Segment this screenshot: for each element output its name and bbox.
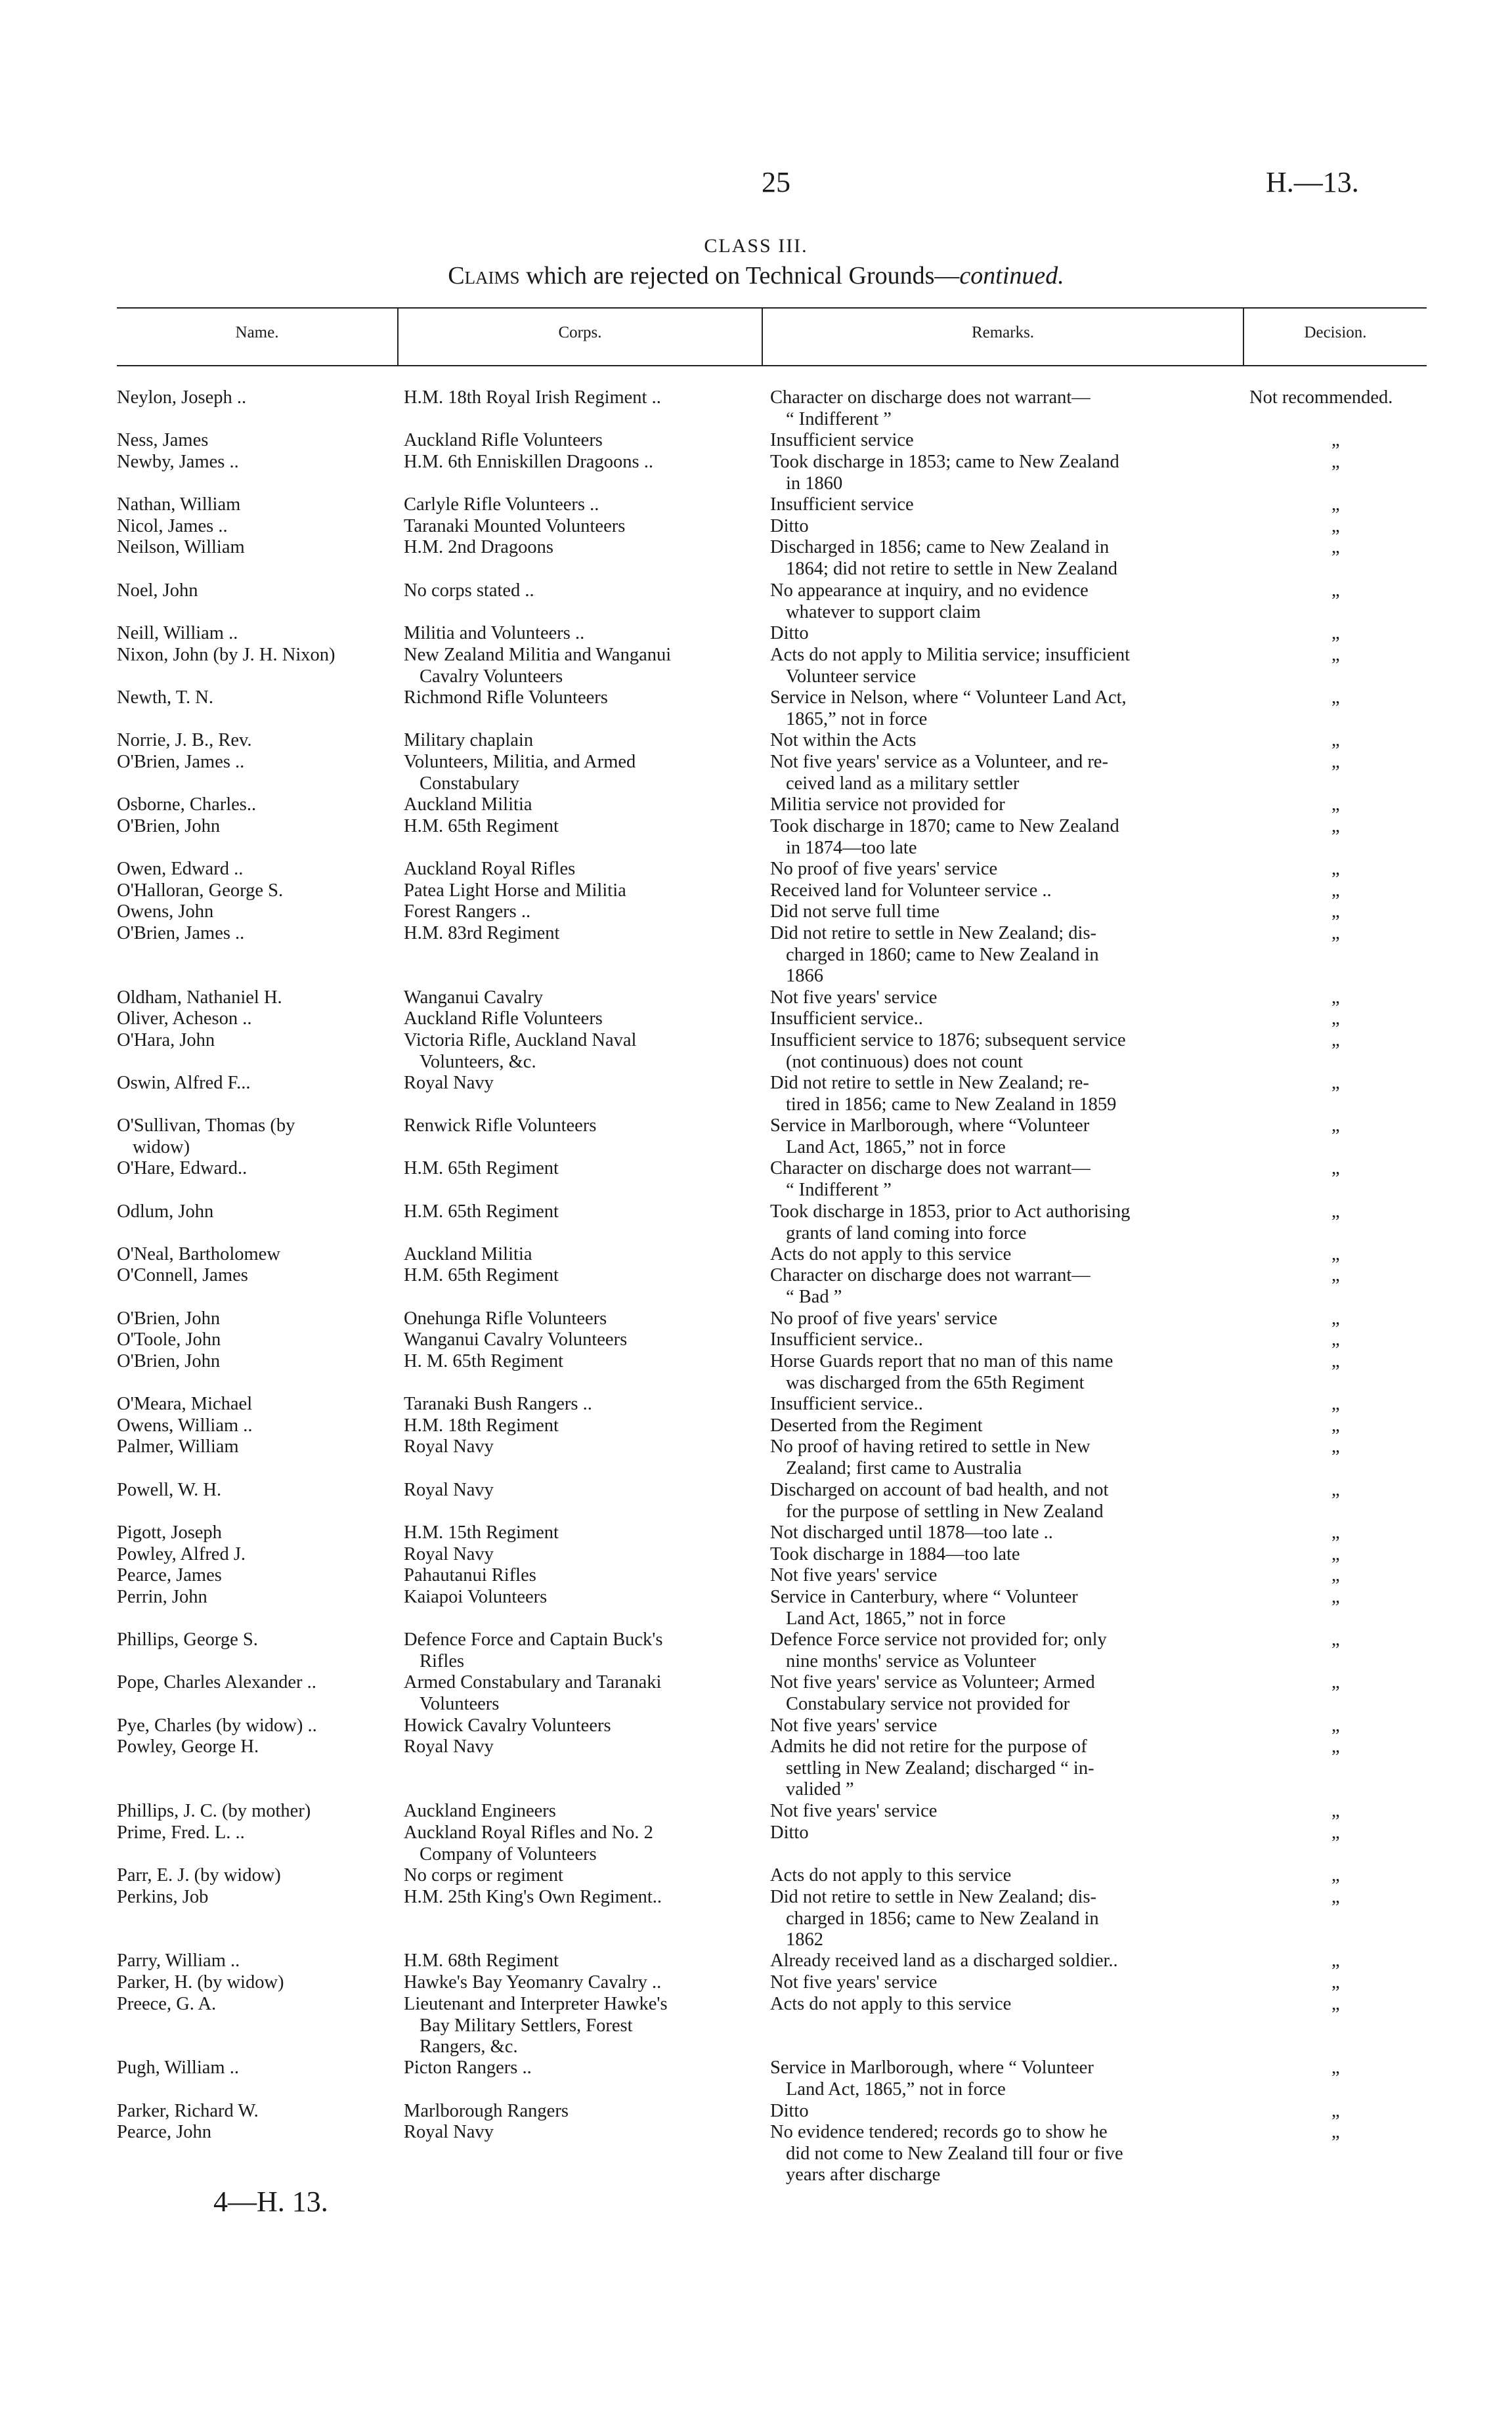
row-remarks-line: Service in Marlborough, where “ Volunteer [770,2058,1094,2078]
row-name-line: O'Brien, James .. [117,923,245,943]
column-header-name: Name. [235,324,279,341]
row-name-line: O'Hare, Edward.. [117,1158,248,1178]
row-remarks-line: “ Indifferent ” [786,1179,892,1200]
row-remarks-line: Deserted from the Regiment [770,1415,983,1436]
row-corps-line: H.M. 65th Regiment [404,1158,559,1178]
row-decision: „ [1331,1415,1340,1436]
row-decision: „ [1331,1865,1340,1886]
row-remarks-line: charged in 1856; came to New Zealand in [786,1908,1099,1929]
row-corps-line: No corps stated .. [404,580,534,601]
row-name-line: O'Meara, Michael [117,1394,253,1414]
row-name-line: Oldham, Nathaniel H. [117,987,282,1008]
row-corps-line: Rangers, &c. [420,2036,518,2058]
row-name-line: O'Brien, John [117,1308,221,1329]
row-name-line: O'Toole, John [117,1329,221,1350]
row-corps-line: Militia and Volunteers .. [404,623,585,643]
row-corps-line: Volunteers, Militia, and Armed [404,752,636,772]
row-remarks-line: Admits he did not retire for the purpose of [770,1736,1087,1757]
row-remarks-line: Insufficient service [770,430,914,450]
row-remarks-line: Land Act, 1865,” not in force [786,1136,1006,1157]
row-remarks-line: Service in Canterbury, where “ Volunteer [770,1587,1078,1607]
row-corps-line: Taranaki Bush Rangers .. [404,1394,592,1414]
row-decision: „ [1331,901,1340,922]
row-decision: „ [1331,1994,1340,2014]
row-remarks-line: 1866 [786,966,823,987]
row-remarks-line: whatever to support claim [786,601,981,622]
table-caption [0,261,1512,290]
row-name-line: Nicol, James .. [117,516,228,536]
row-decision: „ [1331,1158,1340,1178]
row-name-line: O'Neal, Bartholomew [117,1244,280,1264]
row-name-line: Neylon, Joseph .. [117,387,247,408]
row-remarks-line: Insufficient service.. [770,1394,923,1414]
row-remarks-line: Not discharged until 1878—too late .. [770,1522,1053,1543]
row-remarks-line: Ditto [770,2101,809,2121]
row-corps-line: Royal Navy [404,1544,494,1564]
row-decision: „ [1331,623,1340,643]
row-remarks-line: Horse Guards report that no man of this name [770,1351,1113,1371]
row-corps-line: Marlborough Rangers [404,2101,569,2121]
column-header-remarks: Remarks. [971,324,1035,341]
paper-reference: H.—13. [1266,166,1359,198]
row-decision: „ [1331,1672,1340,1692]
row-decision: „ [1331,794,1340,815]
row-decision: „ [1331,645,1340,665]
row-remarks-line: Did not serve full time [770,901,940,922]
row-decision: „ [1331,516,1340,536]
caption-lead: Claims [448,262,520,290]
row-name-line: Neill, William .. [117,623,238,643]
row-corps-line: Wanganui Cavalry [404,987,544,1008]
row-remarks-line: Ditto [770,623,809,643]
row-remarks-line: No appearance at inquiry, and no evidence [770,580,1089,601]
row-name-line: Odlum, John [117,1201,214,1222]
row-corps-line: Wanganui Cavalry Volunteers [404,1329,628,1350]
row-corps-line: Victoria Rifle, Auckland Naval [404,1030,637,1050]
row-name-line: Prime, Fred. L. .. [117,1822,245,1843]
row-corps-line: Royal Navy [404,2122,494,2142]
row-name-line: O'Brien, James .. [117,752,245,772]
row-decision: „ [1331,1308,1340,1329]
row-corps-line: Renwick Rifle Volunteers [404,1115,597,1136]
page-signature: 4—H. 13. [213,2186,328,2218]
caption-continued: continued. [959,262,1064,290]
row-corps-line: H.M. 25th King's Own Regiment.. [404,1887,662,1907]
row-remarks-line: Character on discharge does not warrant— [770,1265,1091,1285]
row-remarks-line: Volunteer service [786,666,917,687]
row-corps-line: Howick Cavalry Volunteers [404,1715,611,1736]
row-name-line: O'Connell, James [117,1265,248,1285]
row-name-line: Nathan, William [117,494,241,515]
row-decision: „ [1331,687,1340,708]
row-corps-line: Company of Volunteers [420,1843,597,1864]
row-decision: „ [1331,1073,1340,1093]
row-name-line: Phillips, George S. [117,1629,258,1650]
row-name-line: Parker, H. (by widow) [117,1972,284,1993]
row-remarks-line: Not within the Acts [770,730,917,750]
row-name-line: Newth, T. N. [117,687,213,708]
row-corps-line: Auckland Engineers [404,1801,556,1821]
row-name-line: Pearce, James [117,1565,222,1585]
row-remarks-line: tired in 1856; came to New Zealand in 1859 [786,1094,1117,1115]
row-corps-line: Royal Navy [404,1436,494,1457]
row-remarks-line: Received land for Volunteer service .. [770,880,1052,901]
row-corps-line: Defence Force and Captain Buck's [404,1629,663,1650]
row-decision: „ [1331,1887,1340,1907]
row-corps-line: Patea Light Horse and Militia [404,880,626,901]
row-corps-line: Auckland Militia [404,1244,532,1264]
row-name-line: Pearce, John [117,2122,212,2142]
row-decision: „ [1331,494,1340,515]
row-remarks-line: Acts do not apply to this service [770,1244,1012,1264]
row-name-line: Ness, James [117,430,209,450]
row-corps-line: H.M. 15th Regiment [404,1522,559,1543]
row-name-line: Nixon, John (by J. H. Nixon) [117,645,335,665]
row-corps-line: Hawke's Bay Yeomanry Cavalry .. [404,1972,662,1993]
row-decision: „ [1331,452,1340,472]
row-decision: „ [1331,1629,1340,1650]
row-corps-line: H.M. 65th Regiment [404,816,559,836]
column-header-decision: Decision. [1304,324,1367,341]
row-decision: „ [1331,537,1340,557]
row-corps-line: Bay Military Settlers, Forest [420,2015,633,2036]
row-remarks-line: Acts do not apply to Militia service; insufficient [770,645,1130,665]
row-corps-line: H. M. 65th Regiment [404,1351,564,1371]
row-decision: „ [1331,580,1340,601]
row-decision: „ [1331,1544,1340,1564]
row-remarks-line: 1865,” not in force [786,708,928,729]
row-corps-line: Military chaplain [404,730,534,750]
row-decision: „ [1331,1030,1340,1050]
row-remarks-line: Did not retire to settle in New Zealand; dis- [770,1887,1097,1907]
caption-body: which are rejected on Technical Grounds— [519,262,960,290]
row-remarks-line: Discharged in 1856; came to New Zealand in [770,537,1110,557]
row-decision: „ [1331,1950,1340,1971]
row-name-line: O'Brien, John [117,816,221,836]
row-decision: „ [1331,1265,1340,1285]
row-remarks-line: “ Indifferent ” [786,408,892,429]
row-name-line: Parr, E. J. (by widow) [117,1865,281,1886]
row-decision: „ [1331,1351,1340,1371]
page-number: 25 [762,166,790,198]
row-name-line: Preece, G. A. [117,1994,217,2014]
row-decision: „ [1331,816,1340,836]
row-remarks-line: ceived land as a military settler [786,773,1020,794]
row-decision: „ [1331,1244,1340,1264]
row-corps-line: Auckland Rifle Volunteers [404,1008,603,1029]
row-remarks-line: Did not retire to settle in New Zealand; re- [770,1073,1089,1093]
row-decision: „ [1331,1715,1340,1736]
table-top-rule [117,307,1427,309]
row-decision: „ [1331,1436,1340,1457]
row-remarks-line: 1862 [786,1929,823,1950]
row-remarks-line: No proof of five years' service [770,1308,998,1329]
row-corps-line: Constabulary [420,773,519,794]
row-decision: „ [1331,1522,1340,1543]
row-decision: „ [1331,1480,1340,1500]
row-name-line: Owens, John [117,901,214,922]
row-corps-line: Royal Navy [404,1736,494,1757]
row-decision: „ [1331,1822,1340,1843]
row-corps-line: H.M. 65th Regiment [404,1265,559,1285]
row-decision: „ [1331,859,1340,879]
row-remarks-line: (not continuous) does not count [786,1051,1023,1072]
row-remarks-line: No evidence tendered; records go to show he [770,2122,1108,2142]
row-name-line: Pye, Charles (by widow) .. [117,1715,317,1736]
row-decision: „ [1331,1565,1340,1585]
row-remarks-line: Character on discharge does not warrant— [770,1158,1091,1178]
row-decision: „ [1331,1008,1340,1029]
row-decision: Not recommended. [1249,387,1393,408]
row-name-line: Owens, William .. [117,1415,253,1436]
row-decision: „ [1331,1329,1340,1350]
row-name-line: O'Hara, John [117,1030,215,1050]
row-decision: „ [1331,2122,1340,2142]
row-decision: „ [1331,1115,1340,1136]
row-name-line: Pope, Charles Alexander .. [117,1672,316,1692]
row-name-line: Phillips, J. C. (by mother) [117,1801,311,1821]
row-corps-line: Volunteers [420,1693,500,1714]
row-decision: „ [1331,2101,1340,2121]
row-remarks-line: Not five years' service [770,1565,938,1585]
row-corps-line: Forest Rangers .. [404,901,531,922]
row-name-line: O'Brien, John [117,1351,221,1371]
table-header-rule [117,365,1427,366]
row-remarks-line: Acts do not apply to this service [770,1994,1012,2014]
row-corps-line: New Zealand Militia and Wanganui [404,645,672,665]
row-remarks-line: in 1874—too late [786,837,917,858]
row-remarks-line: Took discharge in 1853; came to New Zealand [770,452,1119,472]
row-decision: „ [1331,730,1340,750]
row-decision: „ [1331,1587,1340,1607]
row-remarks-line: Already received land as a discharged soldier.. [770,1950,1118,1971]
row-remarks-line: Service in Nelson, where “ Volunteer Land Act, [770,687,1127,708]
row-remarks-line: Not five years' service [770,987,938,1008]
row-corps-line: Picton Rangers .. [404,2058,532,2078]
row-decision: „ [1331,923,1340,943]
row-remarks-line: Not five years' service [770,1801,938,1821]
row-name-line: Norrie, J. B., Rev. [117,730,252,750]
row-name-line: Powley, Alfred J. [117,1544,246,1564]
row-corps-line: Onehunga Rifle Volunteers [404,1308,607,1329]
row-remarks-line: nine months' service as Volunteer [786,1650,1036,1671]
row-corps-line: H.M. 18th Regiment [404,1415,559,1436]
row-corps-line: Auckland Rifle Volunteers [404,430,603,450]
row-name-line: Palmer, William [117,1436,239,1457]
row-remarks-line: valided ” [786,1779,854,1800]
row-name-line: Pugh, William .. [117,2058,239,2078]
row-name-line: O'Sullivan, Thomas (by [117,1115,295,1136]
row-corps-line: No corps or regiment [404,1865,563,1886]
row-remarks-line: 1864; did not retire to settle in New Zealand [786,558,1117,579]
row-corps-line: Royal Navy [404,1073,494,1093]
row-corps-line: Auckland Royal Rifles and No. 2 [404,1822,653,1843]
row-remarks-line: Discharged on account of bad health, and not [770,1480,1109,1500]
row-name-line: Perrin, John [117,1587,207,1607]
row-remarks-line: Constabulary service not provided for [786,1693,1070,1714]
row-corps-line: H.M. 83rd Regiment [404,923,560,943]
row-remarks-line: No proof of five years' service [770,859,998,879]
row-remarks-line: Service in Marlborough, where “Volunteer [770,1115,1090,1136]
row-name-line: widow) [133,1136,190,1157]
row-remarks-line: for the purpose of settling in New Zealand [786,1501,1104,1522]
row-name-line: Powley, George H. [117,1736,259,1757]
row-remarks-line: Insufficient service to 1876; subsequent service [770,1030,1126,1050]
row-remarks-line: in 1860 [786,473,843,494]
row-corps-line: Richmond Rifle Volunteers [404,687,608,708]
row-corps-line: Kaiapoi Volunteers [404,1587,548,1607]
row-name-line: Parry, William .. [117,1950,240,1971]
row-name-line: Neilson, William [117,537,245,557]
row-remarks-line: Insufficient service.. [770,1008,923,1029]
row-remarks-line: Not five years' service as a Volunteer, and re- [770,752,1108,772]
row-remarks-line: Not five years' service as Volunteer; Armed [770,1672,1095,1692]
row-decision: „ [1331,2058,1340,2078]
row-name-line: O'Halloran, George S. [117,880,284,901]
row-decision: „ [1331,430,1340,450]
row-remarks-line: Character on discharge does not warrant— [770,387,1091,408]
row-decision: „ [1331,1801,1340,1821]
row-remarks-line: “ Bad ” [786,1286,842,1307]
row-corps-line: Taranaki Mounted Volunteers [404,516,626,536]
row-corps-line: Pahautanui Rifles [404,1565,536,1585]
row-decision: „ [1331,880,1340,901]
row-corps-line: H.M. 18th Royal Irish Regiment .. [404,387,661,408]
row-decision: „ [1331,1201,1340,1222]
row-name-line: Powell, W. H. [117,1480,222,1500]
row-remarks-line: Insufficient service [770,494,914,515]
row-corps-line: Auckland Militia [404,794,532,815]
row-corps-line: H.M. 65th Regiment [404,1201,559,1222]
row-decision: „ [1331,1394,1340,1414]
row-remarks-line: Insufficient service.. [770,1329,923,1350]
row-remarks-line: No proof of having retired to settle in New [770,1436,1091,1457]
row-corps-line: H.M. 2nd Dragoons [404,537,553,557]
row-remarks-line: Defence Force service not provided for; only [770,1629,1107,1650]
row-corps-line: Cavalry Volunteers [420,666,563,687]
row-remarks-line: Land Act, 1865,” not in force [786,1608,1006,1629]
row-remarks-line: did not come to New Zealand till four or five [786,2143,1123,2164]
row-remarks-line: was discharged from the 65th Regiment [786,1372,1085,1393]
row-remarks-line: Acts do not apply to this service [770,1865,1012,1886]
row-decision: „ [1331,1736,1340,1757]
row-corps-line: H.M. 68th Regiment [404,1950,559,1971]
row-remarks-line: Zealand; first came to Australia [786,1457,1022,1478]
row-remarks-line: Took discharge in 1853, prior to Act authorising [770,1201,1131,1222]
row-corps-line: H.M. 6th Enniskillen Dragoons .. [404,452,653,472]
row-name-line: Osborne, Charles.. [117,794,257,815]
row-decision: „ [1331,1972,1340,1993]
row-remarks-line: settling in New Zealand; discharged “ in- [786,1757,1094,1778]
row-name-line: Newby, James .. [117,452,239,472]
row-name-line: Oliver, Acheson .. [117,1008,252,1029]
row-corps-line: Royal Navy [404,1480,494,1500]
row-corps-line: Auckland Royal Rifles [404,859,576,879]
row-corps-line: Armed Constabulary and Taranaki [404,1672,662,1692]
row-name-line: Parker, Richard W. [117,2101,259,2121]
row-decision: „ [1331,752,1340,772]
row-name-line: Pigott, Joseph [117,1522,222,1543]
row-remarks-line: charged in 1860; came to New Zealand in [786,944,1099,965]
row-remarks-line: grants of land coming into force [786,1222,1027,1243]
row-remarks-line: Not five years' service [770,1972,938,1993]
row-corps-line: Lieutenant and Interpreter Hawke's [404,1994,668,2014]
row-remarks-line: Not five years' service [770,1715,938,1736]
row-name-line: Perkins, Job [117,1887,209,1907]
row-remarks-line: Ditto [770,516,809,536]
row-remarks-line: years after discharge [786,2165,941,2186]
row-decision: „ [1331,987,1340,1008]
row-remarks-line: Land Act, 1865,” not in force [786,2079,1006,2100]
row-name-line: Oswin, Alfred F... [117,1073,251,1093]
row-corps-line: Carlyle Rifle Volunteers .. [404,494,599,515]
column-header-corps: Corps. [558,324,602,341]
row-corps-line: Rifles [420,1650,465,1671]
row-remarks-line: Took discharge in 1884—too late [770,1544,1020,1564]
class-label: CLASS III. [704,235,808,257]
row-remarks-line: Did not retire to settle in New Zealand; dis- [770,923,1097,943]
row-remarks-line: Ditto [770,1822,809,1843]
row-remarks-line: Took discharge in 1870; came to New Zealand [770,816,1119,836]
row-corps-line: Volunteers, &c. [420,1051,536,1072]
row-name-line: Owen, Edward .. [117,859,244,879]
row-name-line: Noel, John [117,580,198,601]
row-remarks-line: Militia service not provided for [770,794,1005,815]
